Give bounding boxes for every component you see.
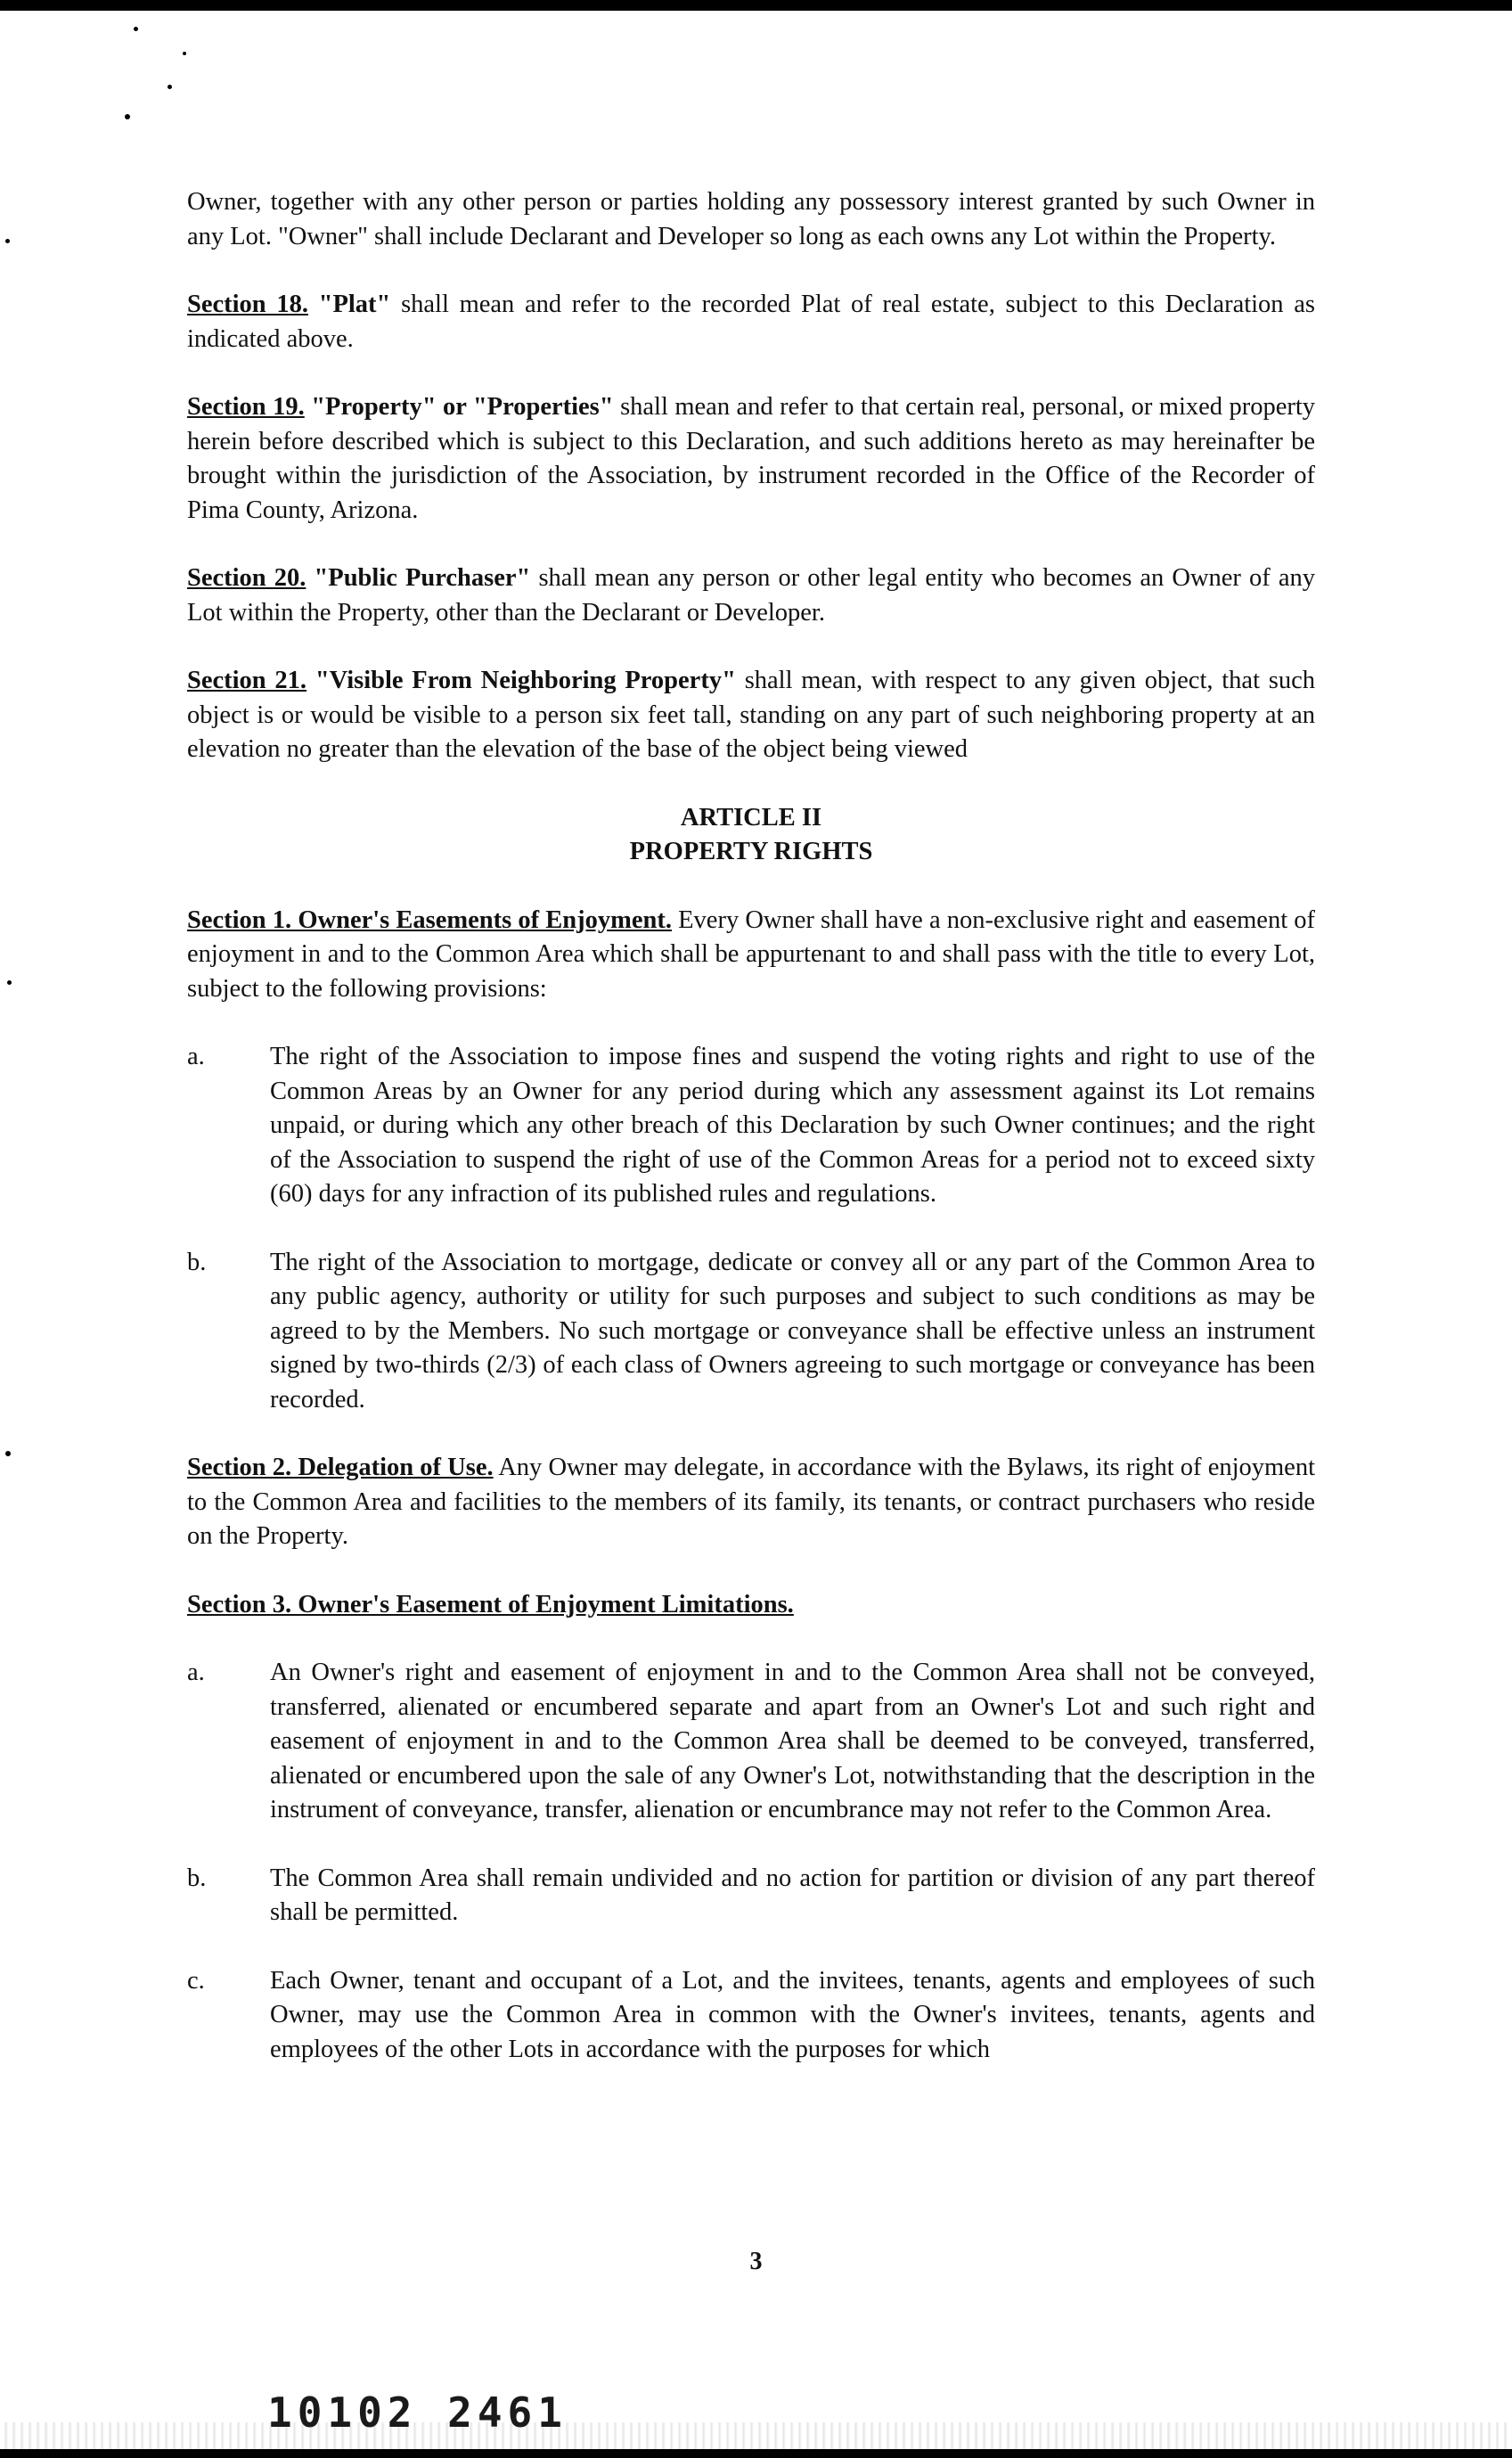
item-text: The right of the Association to mortgage, dedicate or convey all or any part of the Common Area to any public agency, authority or utility for such purposes and subject to such conditions as may be agreed to by the Members. No such mortgage or conveyance shall be effective unless an instrument signed by two-thirds (2/3) of each class of Owners agreeing to such mortgage or conveyance has been recorded. xyxy=(270,1248,1315,1413)
scan-speck xyxy=(5,239,10,243)
item-marker: b. xyxy=(187,1248,207,1276)
section-19 xyxy=(187,390,1315,528)
article-title: PROPERTY RIGHTS xyxy=(629,838,873,865)
intro-paragraph xyxy=(187,185,1315,254)
section-3-item-b xyxy=(187,1862,1315,1930)
section-1-item-b xyxy=(187,1246,1315,1418)
item-marker: a. xyxy=(187,1043,205,1070)
section-18-text: shall mean and refer to the recorded Plat of real estate, subject to this Declaration as indicated above. xyxy=(187,291,1315,353)
section-21-text: shall mean, with respect to any given object, that such object is or would be visible to a person six feet tall, standing on any part of such neighboring property at an elevation no greater than the elevation of the base of the object being viewed xyxy=(187,667,1316,763)
article2-section-3 xyxy=(187,1588,1315,1623)
section-19-text: shall mean and refer to that certain real, personal, or mixed property herein before described which is subject to this Declaration, and such additions hereto as may hereinafter be brought within the jurisdiction of the Association, by instrument recorded in the Office of the Recorder of Pima County, Arizona. xyxy=(187,393,1316,524)
section-20-term: "Public Purchaser" xyxy=(314,564,531,592)
item-marker: c. xyxy=(187,1966,205,1995)
scan-speck xyxy=(7,980,12,985)
scan-speck xyxy=(5,1451,11,1456)
article2-section-3-label: Section 3. Owner's Easement of Enjoyment Limitations. xyxy=(187,1590,794,1618)
item-text: The right of the Association to impose fines and suspend the voting rights and right to use of the Common Areas by an Owner for any period during which any assessment against its Lot remains unpaid, or during which any other breach of this Declaration by such Owner continues; and the right of the Association to suspend the right of use of the Common Areas for a period not to exceed sixty (60) days for any infraction of its published rules and regulations. xyxy=(270,1043,1315,1208)
recording-number: 10102 2461 xyxy=(267,2388,568,2437)
section-3-item-a xyxy=(187,1656,1315,1828)
scan-noise xyxy=(0,2422,1512,2449)
article2-section-2-text: Any Owner may delegate, in accordance with the Bylaws, its right of enjoyment to the Common Area and facilities to the members of its family, its tenants, or contract purchasers who reside on the Property. xyxy=(187,1454,1315,1550)
section-20-label: Section 20. xyxy=(187,564,306,592)
scan-speck xyxy=(134,27,138,31)
item-marker: b. xyxy=(187,1864,207,1892)
page-number: 3 xyxy=(749,2248,763,2275)
section-3-item-c xyxy=(187,1964,1315,2068)
section-18-term: "Plat" xyxy=(318,291,391,318)
item-marker: a. xyxy=(187,1659,205,1686)
section-21-label: Section 21. xyxy=(187,667,307,694)
item-text: The Common Area shall remain undivided and no action for partition or division of any part thereof shall be permitted. xyxy=(270,1864,1315,1926)
article2-section-1-text: Every Owner shall have a non-exclusive right and easement of enjoyment in and to the Common Area which shall be appurtenant to and shall pass with the title to every Lot, subject to the following provisions: xyxy=(187,905,1315,1003)
section-19-term: "Property" or "Properties" xyxy=(311,393,614,421)
scan-speck xyxy=(125,114,130,119)
document-body xyxy=(187,185,1315,2101)
scan-speck xyxy=(183,52,186,55)
item-text: An Owner's right and easement of enjoyment in and to the Common Area shall not be conveyed, transferred, alienated or encumbered separate and apart from an Owner's Lot and such right and easement of enjoyment in and to the Common Area shall be deemed to be conveyed, transferred, alienated or encumbered upon the sale of any Owner's Lot, notwithstanding that the description in the instrument of conveyance, transfer, alienation or encumbrance may not refer to the Common Area. xyxy=(270,1659,1315,1823)
article-heading xyxy=(187,801,1315,870)
section-1-item-a xyxy=(187,1040,1315,1212)
scan-bottom-edge xyxy=(0,2449,1512,2458)
section-20-text: shall mean any person or other legal entity who becomes an Owner of any Lot within the Property, other than the Declarant or Developer. xyxy=(187,564,1315,627)
scan-top-edge xyxy=(0,0,1512,11)
article2-section-1 xyxy=(187,904,1315,1007)
article2-section-1-label: Section 1. Owner's Easements of Enjoyment. xyxy=(187,905,672,934)
section-19-label: Section 19. xyxy=(187,393,305,421)
section-21 xyxy=(187,664,1315,767)
item-text: Each Owner, tenant and occupant of a Lot, and the invitees, tenants, agents and employees of such Owner, may use the Common Area in common with the Owner's invitees, tenants, agents and employees of the other Lots in accordance with the purposes for which xyxy=(270,1966,1315,2063)
article-number: ARTICLE II xyxy=(680,803,822,832)
scan-speck xyxy=(168,85,172,89)
section-18-label: Section 18. xyxy=(187,291,308,318)
intro-text: Owner, together with any other person or parties holding any possessory interest granted by such Owner in any Lot. "Owner" shall include Declarant and Developer so long as each owns any Lot within the Property. xyxy=(187,188,1315,250)
article2-section-2-label: Section 2. Delegation of Use. xyxy=(187,1454,494,1481)
section-18 xyxy=(187,288,1315,356)
article2-section-2 xyxy=(187,1451,1315,1554)
section-20 xyxy=(187,561,1315,630)
section-21-term: "Visible From Neighboring Property" xyxy=(315,667,736,694)
